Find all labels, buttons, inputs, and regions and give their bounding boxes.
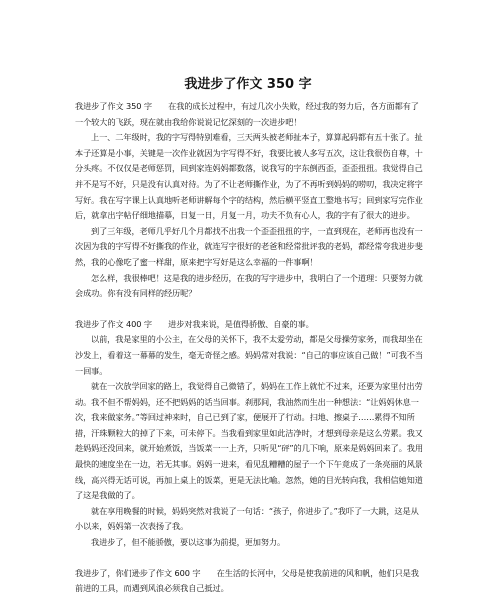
paragraph: 上一、二年级时，我的字写得特别难看，三天两头被老师扯本子，算算起码都有五十张了。扯本子还算是小事，关键是一次作业就因为字写得不好，我要比被人多写五次，这让我很伤自尊，十分头疼。不仅仅是老师惩罚，回到家连妈妈都数落，说我写的字东倒西歪，歪歪扭扭。我觉得自己并不是写不好，只是没有认真对待。为了不让老师撕作业，为了不再听到妈妈的唠叨，我决定将字写好。我在写字课上认真地听老师讲解每个字的结构，然后横平竖直工整地书写；回到家写完作业后，就拿出字帖仔细地描摹，日复一日，月复一月，功夫不负有心人，我的字有了很大的进步。 [75, 132, 423, 221]
essay-600 [75, 566, 423, 597]
essay-400 [75, 317, 423, 551]
paragraph: 我进步了作文 400 字 进步对我来说，是值得骄傲、自豪的事。 [75, 318, 314, 329]
paragraph: 就在享用晚餐的时候，妈妈突然对我说了一句话：“孩子，你进步了。”我吓了一大跳，这是从小以来，妈妈第一次表扬了我。 [75, 505, 419, 532]
paragraph: 以前，我是家里的小公主，在父母的关怀下，我不太爱劳动，都是父母操劳家务，而我却坐在沙发上，看着这一幕幕的发生，毫无奇怪之感。妈妈常对我说：“自己的事应该自己做！”可我不当一回事。 [75, 334, 423, 376]
document-title: 我进步了作文 350 字 [184, 77, 312, 92]
paragraph: 就在一次放学回家的路上，我觉得自己微错了，妈妈在工作上就忙不过来，还要为家里付出劳动。我不但不帮妈妈，还不把妈妈的话当回事。刹那间，我油然而生出一种想法：“让妈妈休息一次，我来做家务。”等回过神来时，自己已到了家，便展开了行动。扫地、擦桌子……累得不知所措，汗珠颗粒大的掉了下来，可未停下。当我看到家里如此洁净时，才想到母亲是这么劳累。我又趁妈妈还没回来，就开始煮饭，当饭菜一一上齐，只听见“砰”的几下响，原来是妈妈回来了。我用最快的速度坐在一边，若无其事。妈妈一进来，看见乱糟糟的屋子一个下午竟成了一条亮丽的风景线，高兴得无话可说，再加上桌上的饭菜，更是无法比喻。忽然，她的目光转向我，我相信她知道了这是我做的了。 [75, 381, 423, 501]
section-gap [75, 551, 423, 566]
section-gap [75, 302, 423, 317]
document-body [75, 99, 423, 597]
paragraph: 我进步了，但不能骄傲，要以这事为前提，更加努力。 [91, 537, 286, 548]
paragraph: 我进步了，你们逊步了作文 600 字 在生活的长河中，父母是使我前进的风和帆，他们只是我前进的工具，而遇到风浪必须我自己抵过。 [75, 567, 419, 594]
essay-350 [75, 99, 423, 302]
paragraph: 到了三年级，老师几乎好几个月都找不出我一个歪歪扭扭的字，一直到现在，老师再也没有一次因为我的字写得不好撕我的作业，就连写字很好的老爸和经常批评我的老妈，都经常夸我进步斐然，我的心像吃了蜜一样甜，原来把字写好是这么幸福的一件事啊！ [75, 225, 423, 267]
paragraph: 怎么样，我很棒吧！这是我的进步经历，在我的写字进步中，我明白了一个道理：只要努力就会成功。你有没有同样的经历呢？ [75, 272, 423, 299]
paragraph: 我进步了作文 350 字 在我的成长过程中，有过几次小失败，经过我的努力后，各方面都有了一个较大的飞跃，现在就由我给你说说记忆深刻的一次进步吧！ [75, 101, 419, 127]
